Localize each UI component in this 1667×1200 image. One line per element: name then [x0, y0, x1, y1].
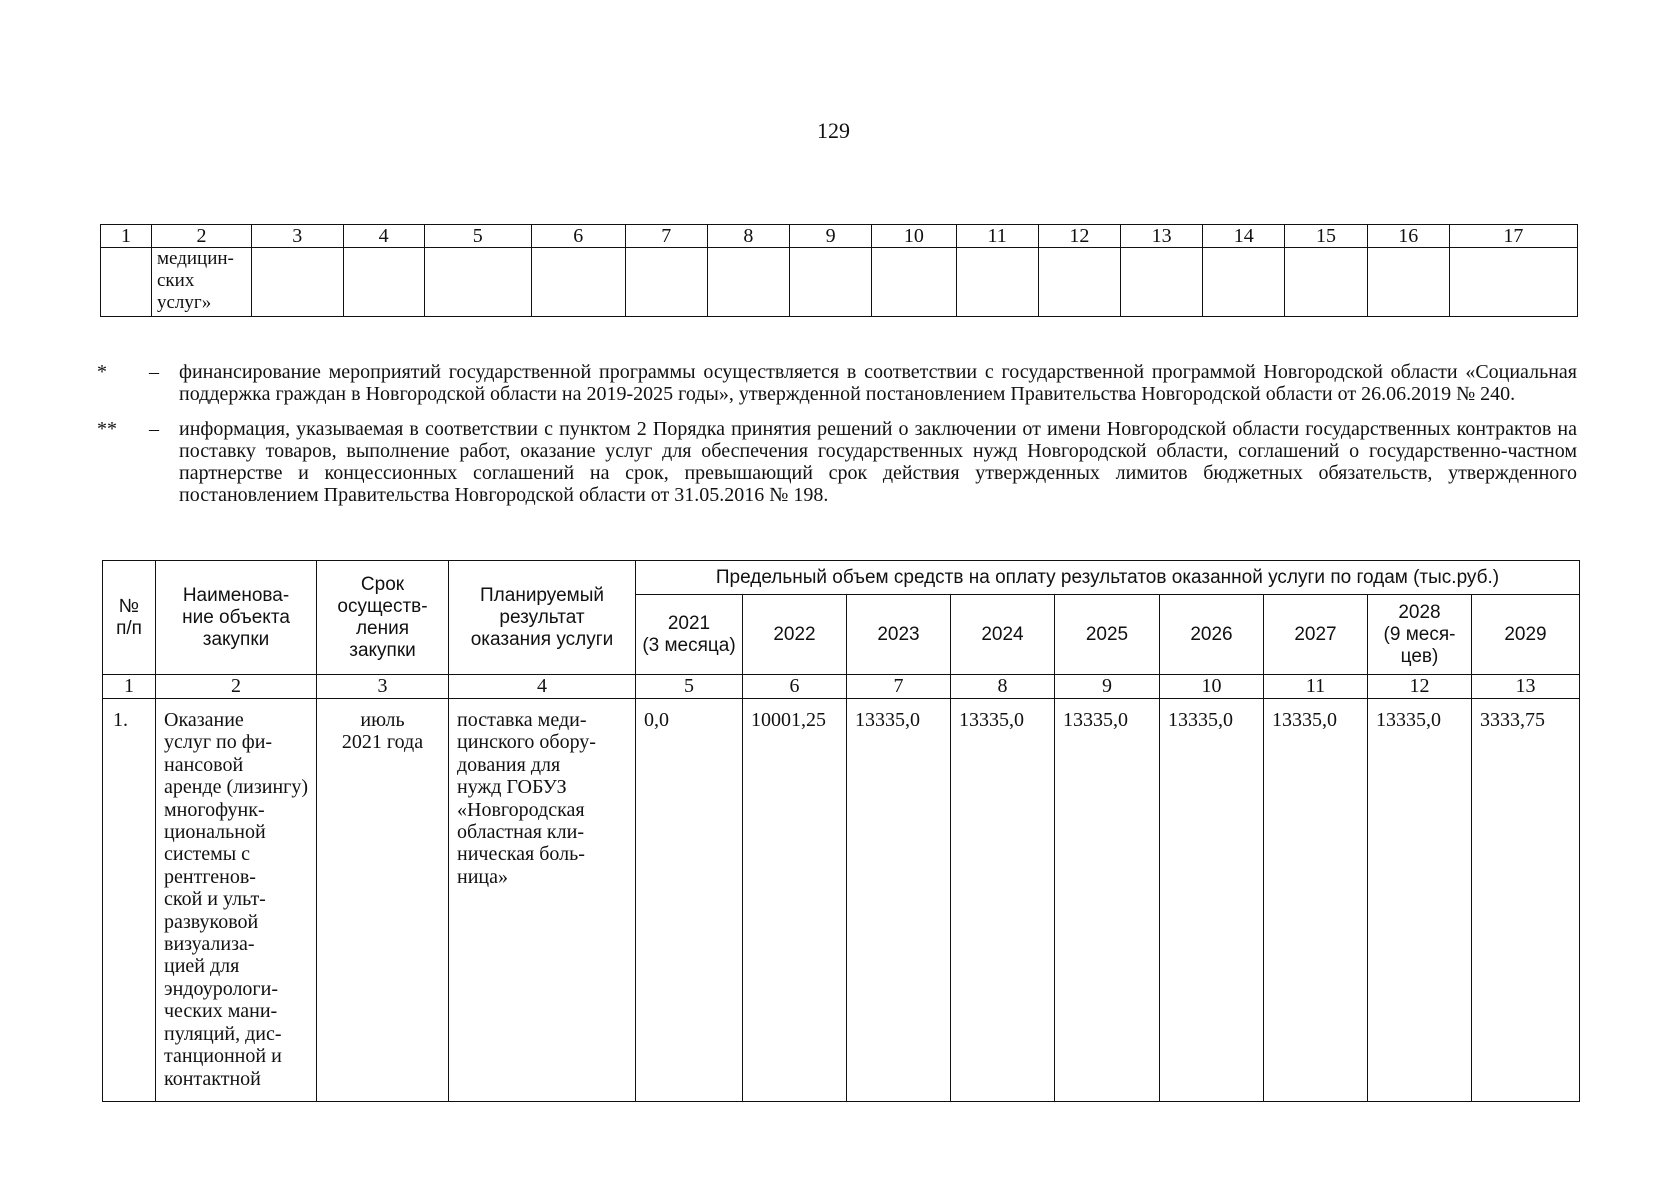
value-cell: 13335,0	[1055, 699, 1160, 1102]
column-number: 4	[449, 675, 636, 699]
header-year: 2026	[1160, 595, 1264, 675]
column-number: 8	[707, 225, 789, 248]
value-cell: 13335,0	[847, 699, 951, 1102]
column-number: 1	[103, 675, 156, 699]
footnotes	[97, 361, 1577, 519]
footnote-mark: **	[97, 418, 117, 440]
column-number: 2	[152, 225, 252, 248]
header-year: 2023	[847, 595, 951, 675]
footnote-text: информация, указываемая в соответствии с пунктом 2 Порядка принятия решений о заключении от имени Новгородской области государственных контрактов на поставку товаров, выполнение работ, оказание услуг для обеспечения государственных нужд Новгородской области, соглашений о государственно-частном партнерстве и концессионных соглашений на срок, превышающий срок действия утвержденных лимитов бюджетных обязательств, утвержденного постановлением Правительства Новгородской области от 31.05.2016 № 198.	[179, 418, 1577, 506]
column-number: 13	[1120, 225, 1202, 248]
header-year: 2029	[1472, 595, 1580, 675]
column-number-row	[103, 675, 1580, 699]
column-number: 6	[743, 675, 847, 699]
value-cell: 10001,25	[743, 699, 847, 1102]
header-planned-result: Планируемый результат оказания услуги	[449, 561, 636, 675]
column-number: 5	[636, 675, 743, 699]
column-number: 11	[956, 225, 1038, 248]
footnote-mark: *	[97, 361, 107, 383]
column-number: 4	[343, 225, 424, 248]
column-number-row	[101, 225, 1578, 248]
column-number: 3	[251, 225, 343, 248]
column-number: 14	[1203, 225, 1285, 248]
header-year: 2028 (9 меся- цев)	[1368, 595, 1472, 675]
table-row	[103, 699, 1580, 1102]
table-row	[101, 248, 1578, 317]
column-number: 6	[531, 225, 625, 248]
planned-result-cell: поставка меди- цинского обору- дования для нужд ГОБУЗ «Новгородская областная кли- ническая боль- ница»	[449, 699, 636, 1102]
footnote-text: финансирование мероприятий государственной программы осуществляется в соответствии с государственной программой Новгородской области «Социальная поддержка граждан в Новгородской области на 2019-2025 годы», утвержденной постановлением Правительства Новгородской области от 26.06.2019 № 240.	[179, 361, 1577, 405]
column-number: 8	[951, 675, 1055, 699]
header-year: 2027	[1264, 595, 1368, 675]
value-cell: 13335,0	[1264, 699, 1368, 1102]
column-number: 7	[847, 675, 951, 699]
object-name-cell: Оказание услуг по фи- нансовой аренде (лизингу) многофунк- циональной системы с рентгенов- ской и ульт- развуковой визуализа- цией для эндоурологи- ческих мани- пуляций, дис- танционной и контактной	[156, 699, 317, 1102]
object-name-cell: медицин- ских услуг»	[152, 248, 252, 317]
column-number: 12	[1038, 225, 1120, 248]
value-cell: 0,0	[636, 699, 743, 1102]
value-cell: 3333,75	[1472, 699, 1580, 1102]
column-number: 17	[1449, 225, 1577, 248]
header-year: 2025	[1055, 595, 1160, 675]
column-number: 1	[101, 225, 152, 248]
footnote	[97, 418, 1577, 506]
header-procurement-term: Срок осуществ- ления закупки	[317, 561, 449, 675]
header-year: 2021 (3 месяца)	[636, 595, 743, 675]
column-number: 10	[1160, 675, 1264, 699]
column-number: 10	[872, 225, 956, 248]
header-year: 2022	[743, 595, 847, 675]
value-cell: 13335,0	[951, 699, 1055, 1102]
column-number: 13	[1472, 675, 1580, 699]
footnote-dash: –	[149, 361, 159, 383]
column-number: 9	[1055, 675, 1160, 699]
header-row	[103, 561, 1580, 595]
header-object-name: Наименова- ние объекта закупки	[156, 561, 317, 675]
value-cell: 13335,0	[1368, 699, 1472, 1102]
column-number: 16	[1367, 225, 1449, 248]
column-number: 5	[424, 225, 531, 248]
header-year: 2024	[951, 595, 1055, 675]
column-number: 2	[156, 675, 317, 699]
column-number: 11	[1264, 675, 1368, 699]
procurement-table	[102, 560, 1580, 1102]
page-number: 129	[817, 118, 850, 143]
header-num: № п/п	[103, 561, 156, 675]
column-number: 9	[790, 225, 872, 248]
column-number: 12	[1368, 675, 1472, 699]
header-limit-volume: Предельный объем средств на оплату результатов оказанной услуги по годам (тыс.руб.)	[636, 561, 1580, 595]
footnote	[97, 361, 1577, 405]
column-number: 3	[317, 675, 449, 699]
footnote-dash: –	[149, 418, 159, 440]
value-cell: 13335,0	[1160, 699, 1264, 1102]
column-number: 7	[625, 225, 707, 248]
row-number: 1.	[103, 699, 156, 1102]
continuation-table	[100, 224, 1578, 317]
procurement-term-cell: июль 2021 года	[317, 699, 449, 1102]
column-number: 15	[1285, 225, 1367, 248]
